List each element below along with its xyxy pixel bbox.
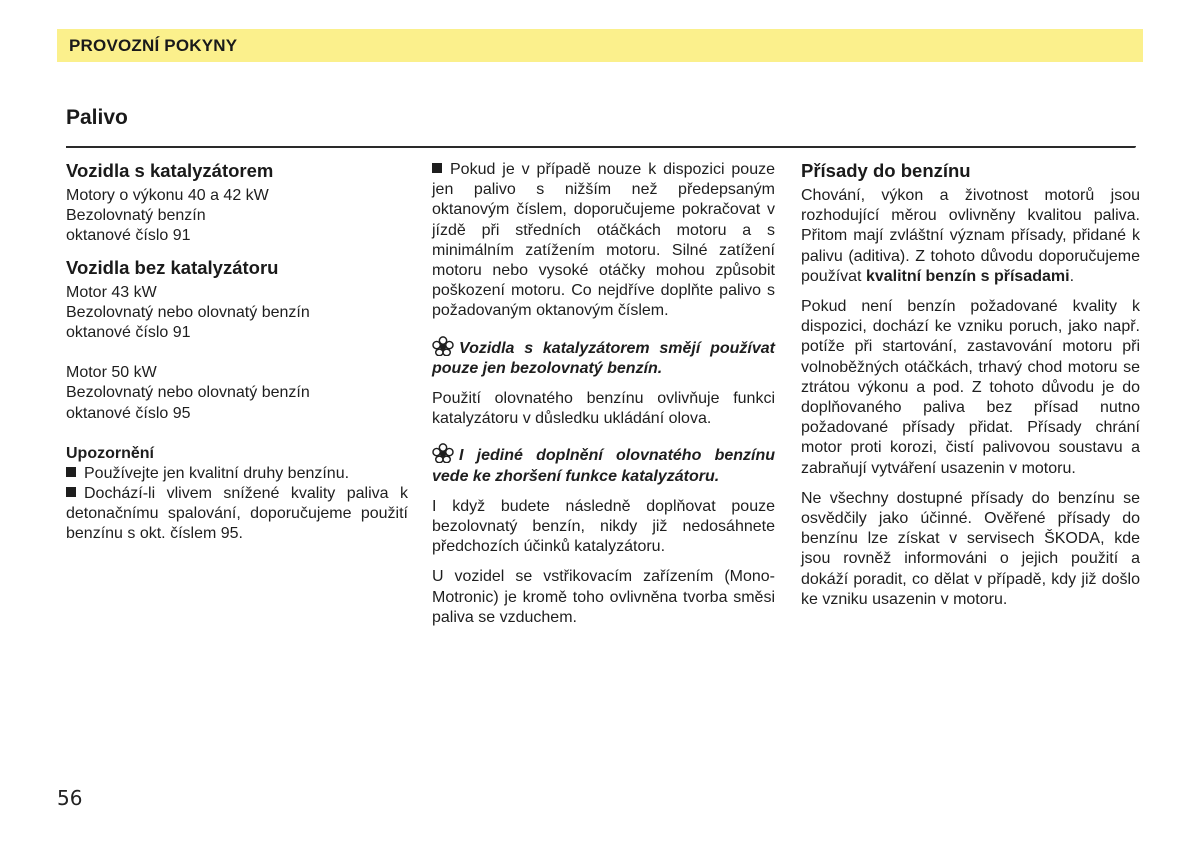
spec-line: Motory o výkonu 40 a 42 kW xyxy=(66,187,269,204)
environment-note-2: I jediné doplnění olovnatého benzínu vede ke zhoršení funkce katalyzátoru. xyxy=(432,443,775,486)
section-divider xyxy=(66,146,1136,148)
column-1 xyxy=(66,160,408,555)
page-number: 56 xyxy=(57,786,83,810)
warning-bullet: Dochází-li vlivem snížené kvality paliva k detonačnímu spalování, doporučujeme použití benzínu s okt. číslem 95. xyxy=(66,485,408,543)
poor-quality-paragraph: Pokud není benzín požadované kvality k dispozici, dochází ke vzniku poruch, jako např. potíže při startování, zastavování motoru při volnoběžných otáčkách, trhavý chod motoru se ztrátou výkonu a pod. Z tohoto důvodu je do doplňovaného paliva bez přísad nutno požadované přísady přidat. Přísady chrání motor proti korozi, čistí palivovou soustavu a zabraňují vytváření usazenin v motoru. xyxy=(801,298,1140,477)
spec-block-43kw xyxy=(66,283,408,344)
square-bullet-icon xyxy=(66,467,76,477)
spec-line: oktanové číslo 91 xyxy=(66,324,191,342)
environment-note-1: Vozidla s katalyzátorem smějí používat pouze jen bezolovnatý benzín. xyxy=(432,336,775,379)
spec-line: Bezolovnatý nebo olovnatý benzín xyxy=(66,303,310,321)
mono-motronic-paragraph: U vozidel se vstřikovacím zařízením (Mono-Motronic) je kromě toho ovlivněna tvorba směsi paliva se vzduchem. xyxy=(432,568,775,626)
skoda-service-paragraph: Ne všechny dostupné přísady do benzínu se osvědčily jako účinné. Ověřené přísady do benzínu lze získat v servisech ŠKODA, kde jsou rovněž informováni o jejich použití a dokáží poradit, co dělat v případě, kdy již došlo ke vzniku usazenin v motoru. xyxy=(801,489,1140,608)
spec-block-catalyst xyxy=(66,186,408,247)
leaded-fuel-paragraph: Použití olovnatého benzínu ovlivňuje funkci katalyzátoru v důsledku ukládání olova. xyxy=(432,390,775,428)
section-title: Palivo xyxy=(66,106,128,129)
environment-flower-icon xyxy=(432,336,454,356)
warning-bullet: Používejte jen kvalitní druhy benzínu. xyxy=(66,464,408,484)
spec-line: Bezolovnatý benzín xyxy=(66,207,206,225)
catalyst-effect-paragraph: I když budete následně doplňovat pouze bezolovnatý benzín, nikdy již nedosáhnete předchozích účinků katalyzátoru. xyxy=(432,497,775,556)
additives-intro-paragraph: Chování, výkon a životnost motorů jsou rozhodující měrou ovlivněny kvalitou paliva. Přitom mají zvláštní význam přísady, přidané k palivu (aditiva). Z tohoto důvodu doporučujeme používat kvalitní benzín s přísadami. xyxy=(801,187,1140,285)
spec-block-50kw xyxy=(66,363,408,424)
environment-flower-icon xyxy=(432,443,454,463)
heading-with-catalyst: Vozidla s katalyzátorem xyxy=(66,160,274,181)
spec-line: Motor 43 kW xyxy=(66,283,157,301)
warning-heading: Upozornění xyxy=(66,444,154,462)
column-3 xyxy=(801,160,1140,620)
header-bar xyxy=(57,29,1143,62)
header-title: PROVOZNÍ POKYNY xyxy=(69,36,238,55)
square-bullet-icon xyxy=(432,163,442,173)
spec-line: oktanové číslo 95 xyxy=(66,404,191,422)
column-2 xyxy=(432,160,775,638)
low-octane-paragraph: Pokud je v případě nouze k dispozici pouze jen palivo s nižším než předepsaným oktanovým číslem, doporučujeme pokračovat v jízdě při středních otáčkách motoru a s minimálním zatížením motoru. Silné zatížení motoru nebo vysoké otáčky mohou způsobit poškození motoru. Co nejdříve doplňte palivo s požadovaným oktanovým číslem. xyxy=(432,161,775,320)
square-bullet-icon xyxy=(66,487,76,497)
spec-line: Motor 50 kW xyxy=(66,364,157,382)
heading-additives: Přísady do benzínu xyxy=(801,160,971,181)
spec-line: Bezolovnatý nebo olovnatý benzín xyxy=(66,384,310,402)
spec-line: oktanové číslo 91 xyxy=(66,227,191,245)
heading-without-catalyst: Vozidla bez katalyzátoru xyxy=(66,256,279,278)
